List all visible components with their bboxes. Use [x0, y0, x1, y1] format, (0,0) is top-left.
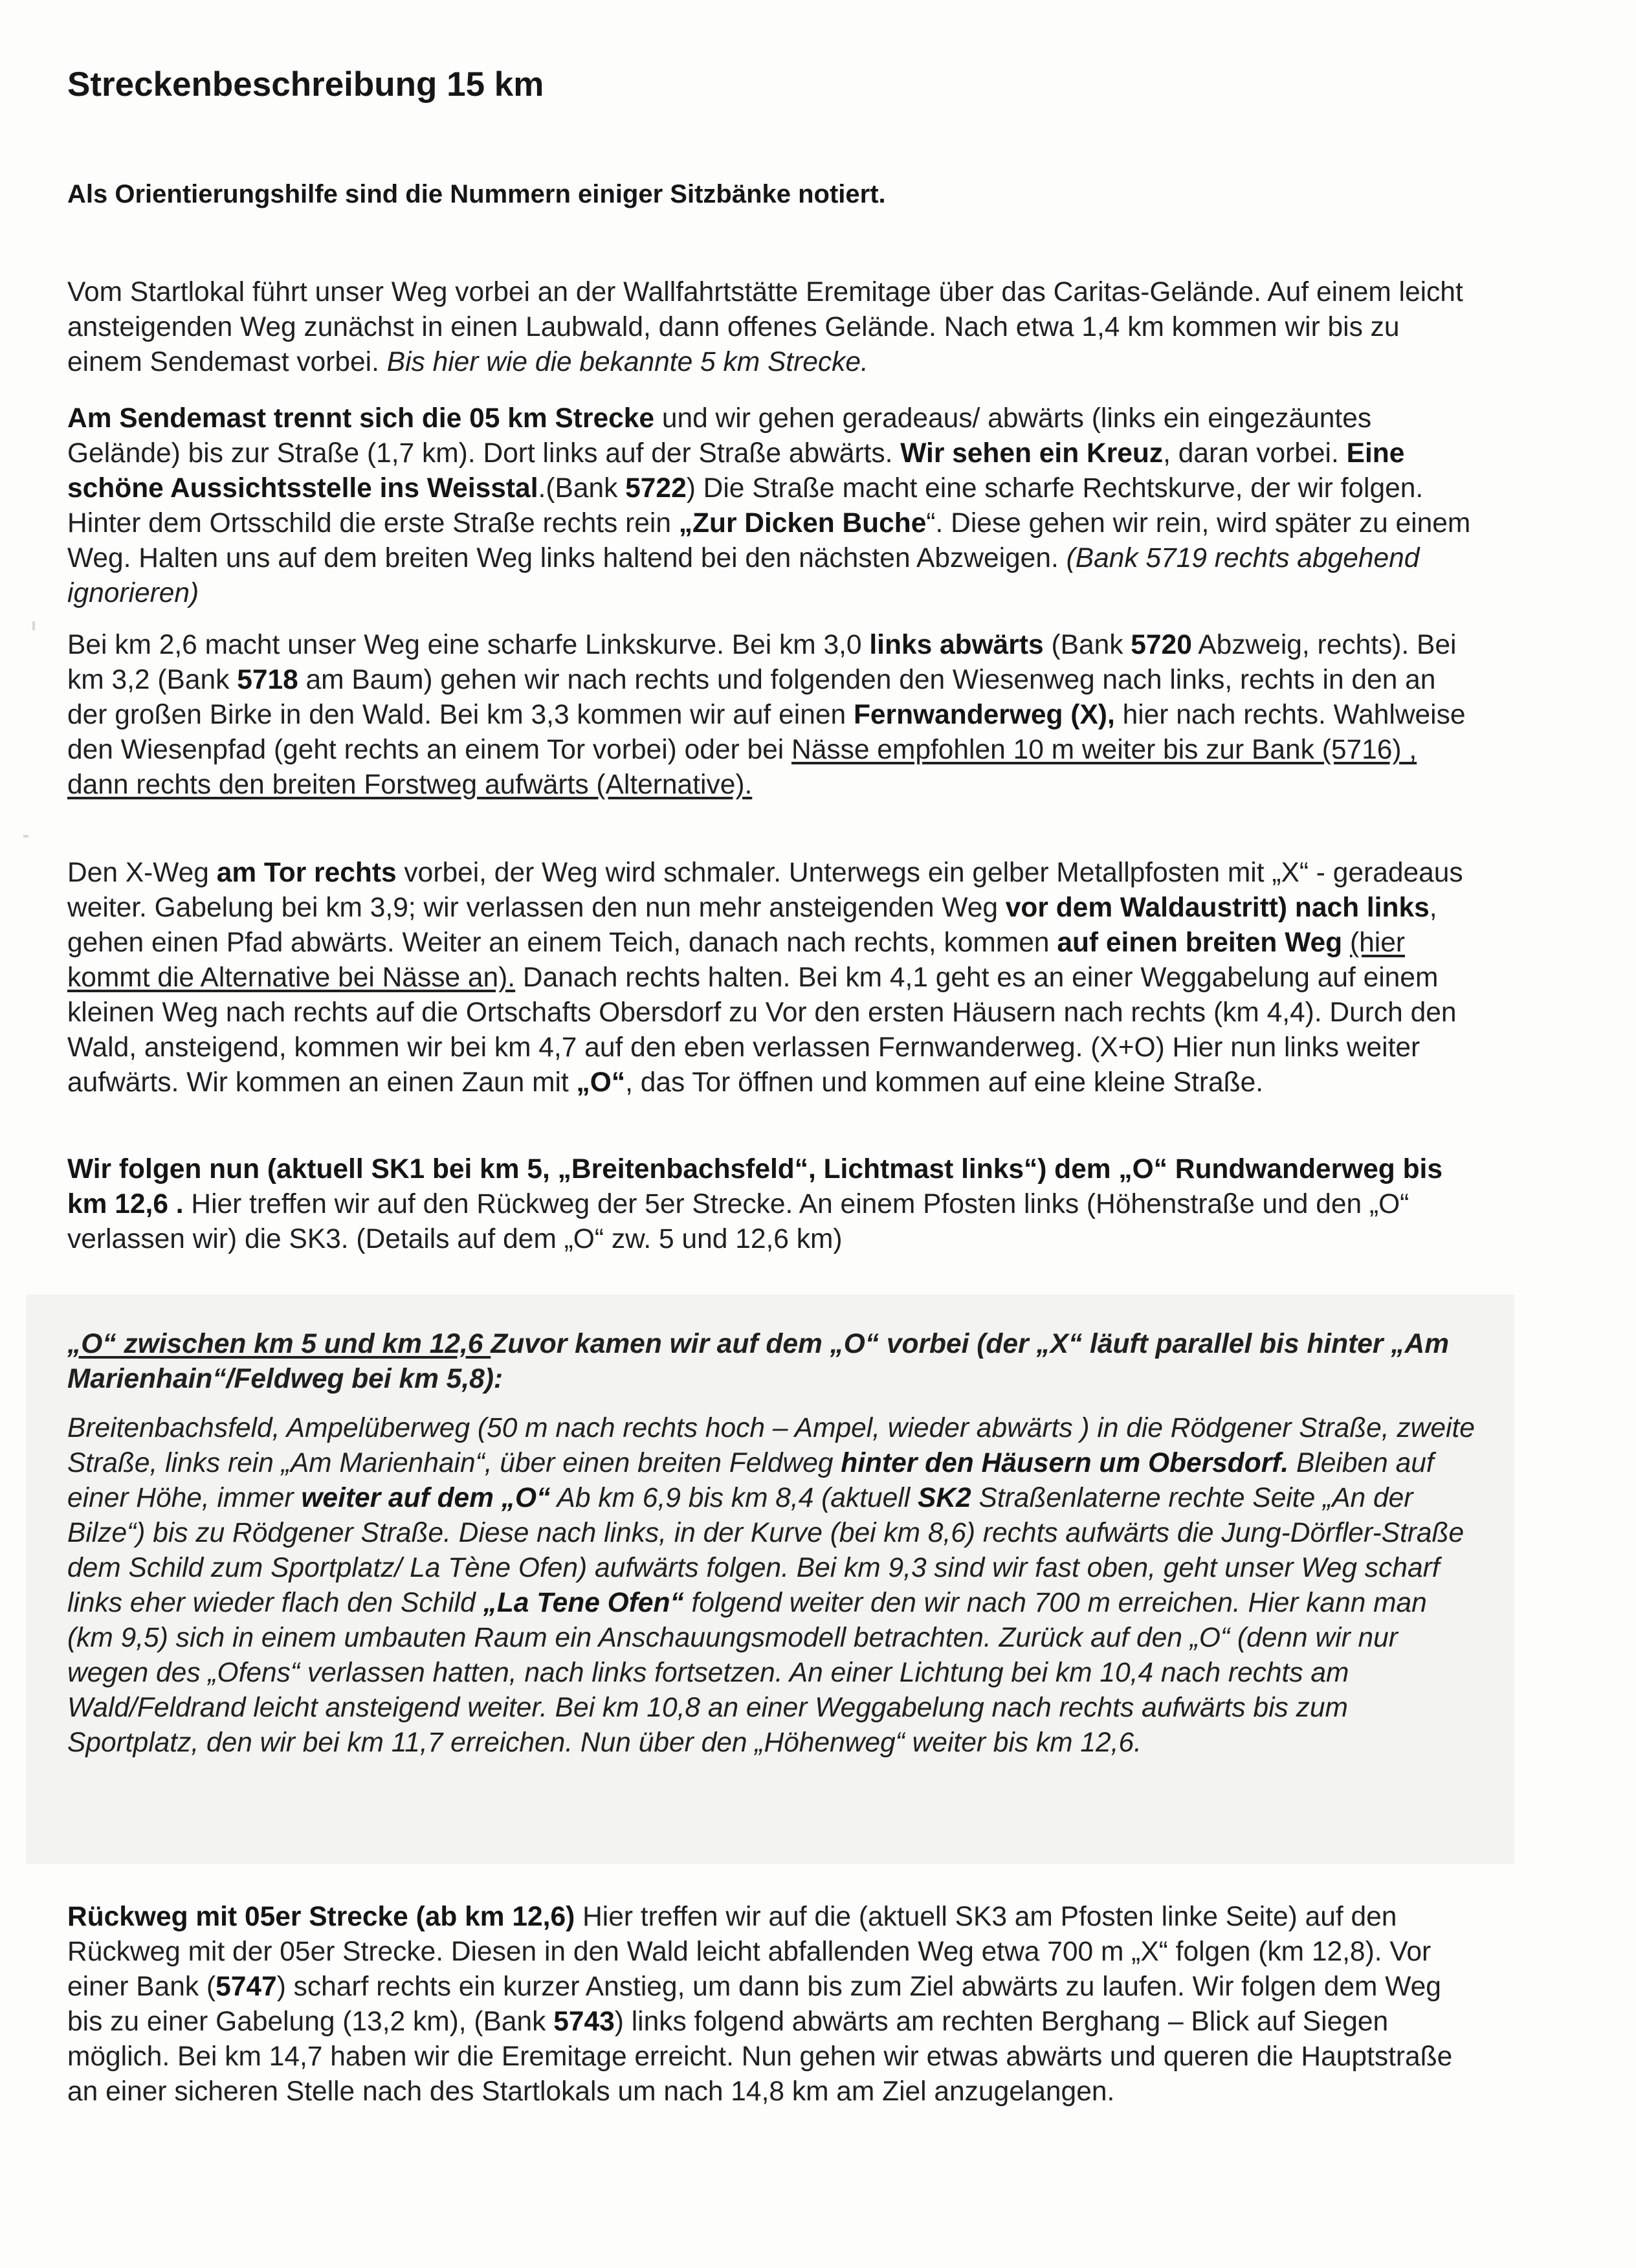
- bold-text: Wir sehen ein Kreuz: [900, 438, 1164, 469]
- paragraph-text: Hier treffen wir auf die (aktuell SK3 am Pfosten linke Seite) auf den Rückweg mit der 05er Strecke. Diesen in den Wald leicht abfallenden Weg etwa 700 m „X“ folgen (km 12,8). Vor einer Bank (: [67, 1902, 1432, 2002]
- paragraph-km-2-6: [67, 628, 1478, 803]
- paragraph-start: [67, 275, 1478, 380]
- bold-text: hinter den Häusern um Obersdorf.: [841, 1448, 1289, 1478]
- paragraph-sendemast: [67, 401, 1478, 611]
- paragraph-text: (Bank: [1043, 630, 1131, 660]
- scan-speck: [32, 621, 35, 630]
- bold-text: SK2: [918, 1483, 971, 1513]
- bold-text: „La Tene Ofen“: [483, 1588, 684, 1618]
- paragraph-text: .(Bank: [538, 473, 626, 504]
- bold-text: vor dem Waldaustritt) nach links: [1005, 893, 1430, 923]
- paragraph-text: am Baum) gehen wir nach rechts und folgenden den Wiesenweg nach links, rechts in den an der großen Birke in den Wald. Bei km 3,3 kommen wir auf einen: [67, 665, 1436, 730]
- paragraph-text: folgend weiter den wir nach 700 m erreichen. Hier kann man (km 9,5) sich in einem umbauten Raum ein Anschauungsmodell betrachten. Zurück auf den „O“ (denn wir nur wegen des „Ofens“ verlassen hatten, nach links fortsetzen. An einer Lichtung bei km 10,4 nach rechts am Wald/Feldrand leicht ansteigend weiter. Bei km 10,8 an einer Weggabelung nach rechts aufwärts bis zum Sportplatz, den wir bei km 11,7 erreichen. Nun über den „Höhenweg“ weiter bis km 12,6.: [67, 1588, 1427, 1758]
- paragraph-text: , gehen einen Pfad abwärts. Weiter an einem Teich, danach nach rechts, kommen: [67, 893, 1437, 958]
- bold-text: 5718: [237, 665, 298, 695]
- paragraph-italic-note: (Bank 5719 rechts abgehend ignorieren): [67, 543, 1420, 608]
- paragraph-text: Straßenlaterne rechte Seite „An der Bilze“) bis zu Rödgener Straße. Diese nach links, in der Kurve (bei km 8,6) rechts aufwärts die Jung-Dörfler-Straße dem Schild zum Sportplatz/ La Tène Ofen) aufwärts folgen. Bei km 9,3 sind wir fast oben, geht unser Weg scharf links eher wieder flach den Schild: [67, 1483, 1465, 1618]
- paragraph-rueckweg: [67, 1900, 1478, 2109]
- bold-text: Rückweg mit 05er Strecke (ab km 12,6): [67, 1902, 575, 1932]
- bold-text: 5743: [553, 2007, 615, 2037]
- paragraph-text: Hier treffen wir auf den Rückweg der 5er Strecke. An einem Pfosten links (Höhenstraße und den „O“ verlassen wir) die SK3. (Details auf dem „O“ zw. 5 und 12,6 km): [67, 1189, 1409, 1254]
- paragraph-text: Vom Startlokal führt unser Weg vorbei an der Wallfahrtstätte Eremitage über das Caritas-Gelände. Auf einem leicht ansteigenden Weg zunächst in einen Laubwald, dann offenes Gelände. Nach etwa 1,4 km kommen wir bis zu einem Sendemast vorbei.: [67, 277, 1463, 377]
- bold-text: am Tor rechts: [216, 858, 397, 888]
- paragraph-text: Danach rechts halten. Bei km 4,1 geht es an einer Weggabelung auf einem kleinen Weg nach rechts auf die Ortschafts Obersdorf zu Vor den ersten Häusern nach rechts (km 4,4). Durch den Wald, ansteigend, kommen wir bei km 4,7 auf den eben verlassen Fernwanderweg. (X+O) Hier nun links weiter aufwärts. Wir kommen an einen Zaun mit: [67, 962, 1457, 1098]
- paragraph-text: hier nach rechts. Wahlweise den Wiesenpfad (geht rechts an einem Tor vorbei) oder bei: [67, 700, 1466, 765]
- paragraph-x-weg: [67, 856, 1478, 1100]
- page-subtitle: Als Orientierungshilfe sind die Nummern einiger Sitzbänke notiert.: [67, 180, 886, 208]
- paragraph-text: Bleiben auf einer Höhe, immer: [67, 1448, 1434, 1513]
- bold-text: „O“: [576, 1067, 626, 1098]
- paragraph-text: Bei km 2,6 macht unser Weg eine scharfe Linkskurve. Bei km 3,0: [67, 630, 870, 660]
- paragraph-text: [1342, 928, 1350, 958]
- paragraph-text: vorbei, der Weg wird schmaler. Unterwegs ein gelber Metallpfosten mit „X“ - geradeaus weiter. Gabelung bei km 3,9; wir verlassen den nun mehr ansteigenden Weg: [67, 858, 1463, 923]
- paragraph-text: Breitenbachsfeld, Ampelüberweg (50 m nach rechts hoch – Ampel, wieder abwärts ) in die Rödgener Straße, zweite Straße, links rein „Am Marienhain“, über einen breiten Feldweg: [67, 1413, 1475, 1478]
- underlined-text: „O“ zwischen km 5 und km 12,6: [67, 1329, 491, 1359]
- underlined-text: (hier kommt die Alternative bei Nässe an).: [67, 928, 1405, 993]
- bold-text: Am Sendemast trennt sich die 05 km Strecke: [67, 403, 655, 434]
- bold-text: Eine schöne Aussichtsstelle ins Weisstal: [67, 438, 1405, 504]
- bold-text: Wir folgen nun (aktuell SK1 bei km 5, „Breitenbachsfeld“, Lichtmast links“) dem „O“ Rundwanderweg bis km 12,6 .: [67, 1154, 1443, 1219]
- bold-text: 5747: [216, 1972, 277, 2002]
- paragraph-text: und wir gehen geradeaus/ abwärts (links ein eingezäuntes Gelände) bis zur Straße (1,7 km). Dort links auf der Straße abwärts.: [67, 403, 1372, 469]
- paragraph-o-route-details: [67, 1411, 1478, 1761]
- bold-text: 5720: [1131, 630, 1192, 660]
- bold-text: „Zur Dicken Buche: [678, 508, 927, 539]
- paragraph-text: ) links folgend abwärts am rechten Berghang – Blick auf Siegen möglich. Bei km 14,7 haben wir die Eremitage erreicht. Nun gehen wir etwas abwärts und queren die Hauptstraße an einer sicheren Stelle nach des Startlokals um nach 14,8 km am Ziel anzugelangen.: [67, 2007, 1453, 2107]
- bold-text: Fernwanderweg (X),: [853, 700, 1115, 730]
- paragraph-text: ) scharf rechts ein kurzer Anstieg, um dann bis zum Ziel abwärts zu laufen. Wir folgen dem Weg bis zu einer Gabelung (13,2 km), (Bank: [67, 1972, 1441, 2037]
- paragraph-o-rundwanderweg: [67, 1152, 1478, 1257]
- paragraph-text: ) Die Straße macht eine scharfe Rechtskurve, der wir folgen. Hinter dem Ortsschild die erste Straße rechts rein: [67, 473, 1424, 539]
- page-title: Streckenbeschreibung 15 km: [67, 65, 544, 104]
- scan-speck: [23, 835, 28, 838]
- underlined-text: Nässe empfohlen 10 m weiter bis zur Bank (5716) , dann rechts den breiten Forstweg aufwärts (Alternative).: [67, 735, 1417, 800]
- bold-text: links abwärts: [869, 630, 1044, 660]
- paragraph-text: Zuvor kamen wir auf dem „O“ vorbei (der „X“ läuft parallel bis hinter „Am Marienhain“/Feldweg bei km 5,8):: [67, 1329, 1449, 1394]
- paragraph-text: Ab km 6,9 bis km 8,4 (aktuell: [550, 1483, 918, 1513]
- paragraph-text: Den X-Weg: [67, 858, 217, 888]
- paragraph-text: , das Tor öffnen und kommen auf eine kleine Straße.: [625, 1067, 1264, 1098]
- section-heading-o-route: [67, 1327, 1478, 1397]
- paragraph-text: , daran vorbei.: [1163, 438, 1347, 469]
- bold-text: 5722: [625, 473, 687, 504]
- paragraph-text: Abzweig, rechts). Bei km 3,2 (Bank: [67, 630, 1457, 695]
- bold-text: auf einen breiten Weg: [1057, 928, 1343, 958]
- paragraph-text: “. Diese gehen wir rein, wird später zu einem Weg. Halten uns auf dem breiten Weg links haltend bei den nächsten Abzweigen.: [67, 508, 1471, 573]
- paragraph-italic-note: Bis hier wie die bekannte 5 km Strecke.: [386, 347, 868, 377]
- bold-text: weiter auf dem „O“: [301, 1483, 551, 1513]
